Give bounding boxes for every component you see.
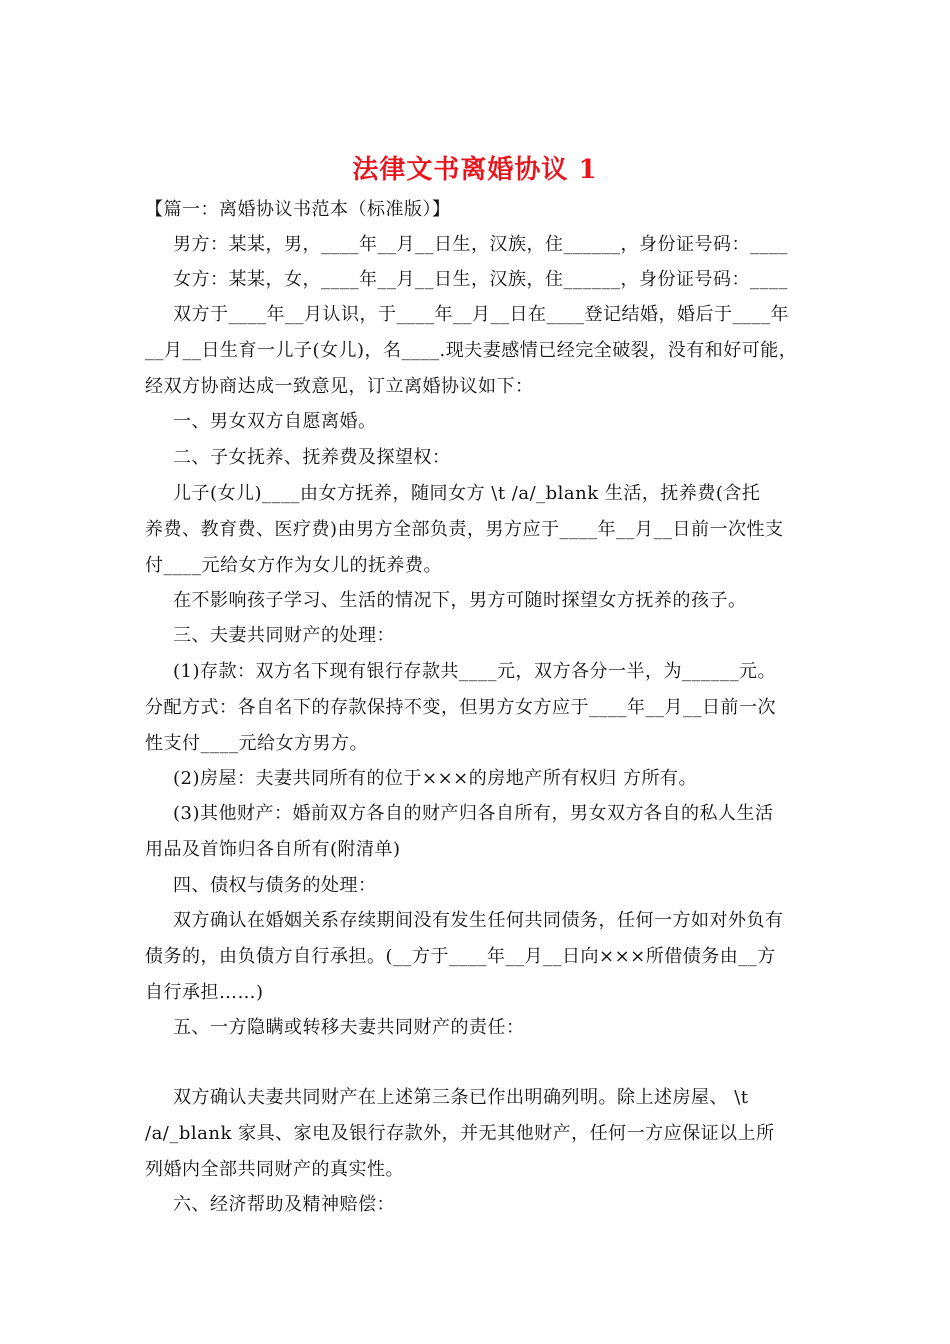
paragraph-line: 付____元给女方作为女儿的抚养费。 (145, 555, 442, 576)
paragraph-line: 在不影响孩子学习、生活的情况下，男方可随时探望女方抚养的孩子。 (173, 590, 747, 611)
paragraph-line: 分配方式：各自名下的存款保持不变，但男方女方应于____年__月__日前一次 (145, 697, 776, 718)
paragraph-line: 五、一方隐瞒或转移夫妻共同财产的责任： (173, 1017, 525, 1038)
paragraph-line: 列婚内全部共同财产的真实性。 (145, 1159, 404, 1180)
paragraph-line: 债务的，由负债方自行承担。(__方于____年__月__日向×××所借债务由__方 (145, 946, 776, 967)
paragraph-line: 儿子(女儿)____由女方抚养，随同女方 \t /a/_blank 生活，抚养费(含托 (173, 483, 761, 504)
paragraph-line: 三、夫妻共同财产的处理： (173, 625, 395, 646)
paragraph-line: 用品及首饰归各自所有(附清单) (145, 839, 401, 860)
paragraph-line: (1)存款：双方名下现有银行存款共____元，双方各分一半，为______元。 (173, 661, 776, 682)
paragraph-line: 一、男女双方自愿离婚。 (173, 411, 377, 432)
paragraph-line: 双方确认夫妻共同财产在上述第三条已作出明确列明。除上述房屋、 \t (173, 1087, 749, 1108)
paragraph-line: (2)房屋：夫妻共同所有的位于×××的房地产所有权归 方所有。 (173, 768, 697, 789)
paragraph-line: 四、债权与债务的处理： (173, 875, 377, 896)
paragraph-line: __月__日生育一儿子(女儿)，名____.现夫妻感情已经完全破裂，没有和好可能， (145, 340, 798, 361)
paragraph-line: 六、经济帮助及精神赔偿： (173, 1194, 395, 1215)
paragraph-line: 双方确认在婚姻关系存续期间没有发生任何共同债务，任何一方如对外负有 (173, 910, 784, 931)
paragraph-line: 女方：某某，女，____年__月__日生，汉族，住______，身份证号码：____ (173, 269, 788, 290)
paragraph-line: 二、子女抚养、抚养费及探望权： (173, 447, 451, 468)
paragraph-line: (3)其他财产：婚前双方各自的财产归各自所有，男女双方各自的私人生活 (173, 803, 774, 824)
paragraph-line: 性支付____元给女方男方。 (145, 733, 368, 754)
paragraph-line: 男方：某某，男，____年__月__日生，汉族，住______，身份证号码：____ (173, 234, 788, 255)
paragraph-line: 【篇一：离婚协议书范本（标准版）】 (145, 199, 451, 220)
paragraph-line: 经双方协商达成一致意见，订立离婚协议如下： (145, 376, 534, 397)
paragraph-line: 养费、教育费、医疗费)由男方全部负责，男方应于____年__月__日前一次性支 (145, 519, 784, 540)
paragraph-line: /a/_blank 家具、家电及银行存款外，并无其他财产，任何一方应保证以上所 (145, 1123, 775, 1144)
paragraph-line: 双方于____年__月认识，于____年__月__日在____登记结婚，婚后于____年 (173, 304, 789, 325)
paragraph-line: 自行承担……) (145, 982, 264, 1003)
document-title: 法律文书离婚协议 1 (352, 155, 598, 185)
